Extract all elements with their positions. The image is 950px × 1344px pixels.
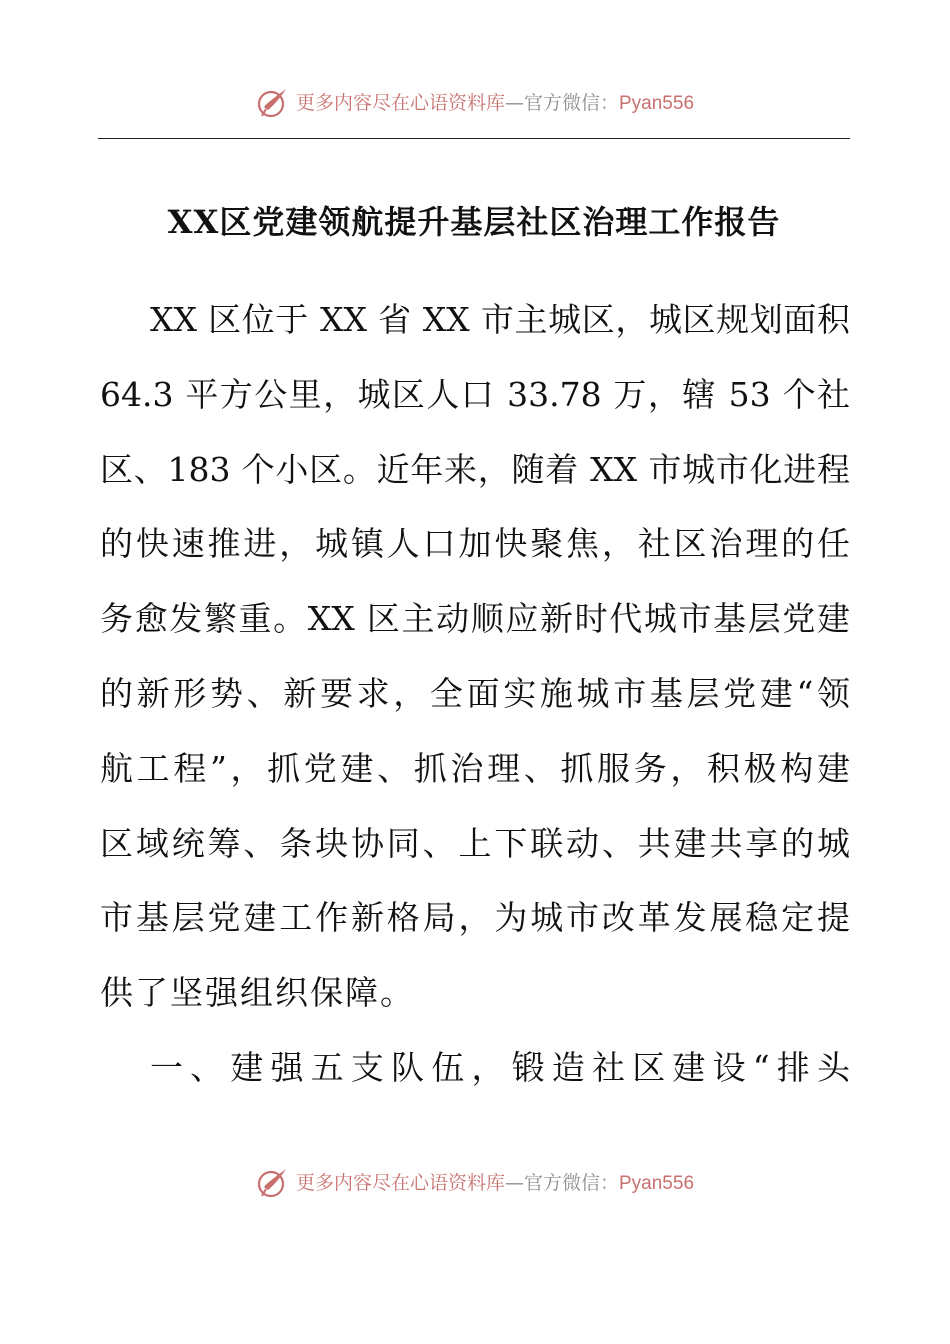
body-line: 航工程”，抓党建、抓治理、抓服务，积极构建 [100,748,850,788]
banner-prefix: 更多内容尽在心语资料库 [295,91,505,114]
header-divider [98,138,850,139]
body-line: 64.3 平方公里，城区人口 33.78 万，辖 53 个社 [100,374,850,414]
body-line: 务愈发繁重。XX 区主动顺应新时代城市基层党建 [100,599,850,639]
section-heading: 一、建强五支队伍，锻造社区建设“排头 [150,1047,850,1087]
body-line: 区、183 个小区。近年来，随着 XX 市城市化进程 [100,449,850,489]
quill-logo-icon [256,1166,290,1200]
banner-prefix: 更多内容尽在心语资料库 [295,1171,505,1194]
body-line: XX 区位于 XX 省 XX 市主城区，城区规划面积 [150,300,850,339]
banner-wechat-id: Pyan556 [619,92,695,114]
quill-logo-icon [256,86,290,120]
header-banner [0,83,950,123]
banner-text [296,1163,694,1204]
footer-banner [0,1163,950,1203]
body-line: 区域统筹、条块协同、上下联动、共建共享的城 [100,823,850,863]
document-title: XX区党建领航提升基层社区治理工作报告 [167,203,781,241]
banner-wechat-id: Pyan556 [619,1172,695,1194]
banner-text [296,83,694,124]
banner-suffix: —官方微信： [504,91,619,114]
body-line: 的新形势、新要求，全面实施城市基层党建“领 [100,673,850,713]
body-line: 的快速推进，城镇人口加快聚焦，社区治理的任 [100,524,850,564]
document-body [100,295,850,1118]
banner-suffix: —官方微信： [504,1171,619,1194]
body-line: 市基层党建工作新格局，为城市改革发展稳定提 [100,898,850,938]
body-line: 供了坚强组织保障。 [100,973,415,1013]
